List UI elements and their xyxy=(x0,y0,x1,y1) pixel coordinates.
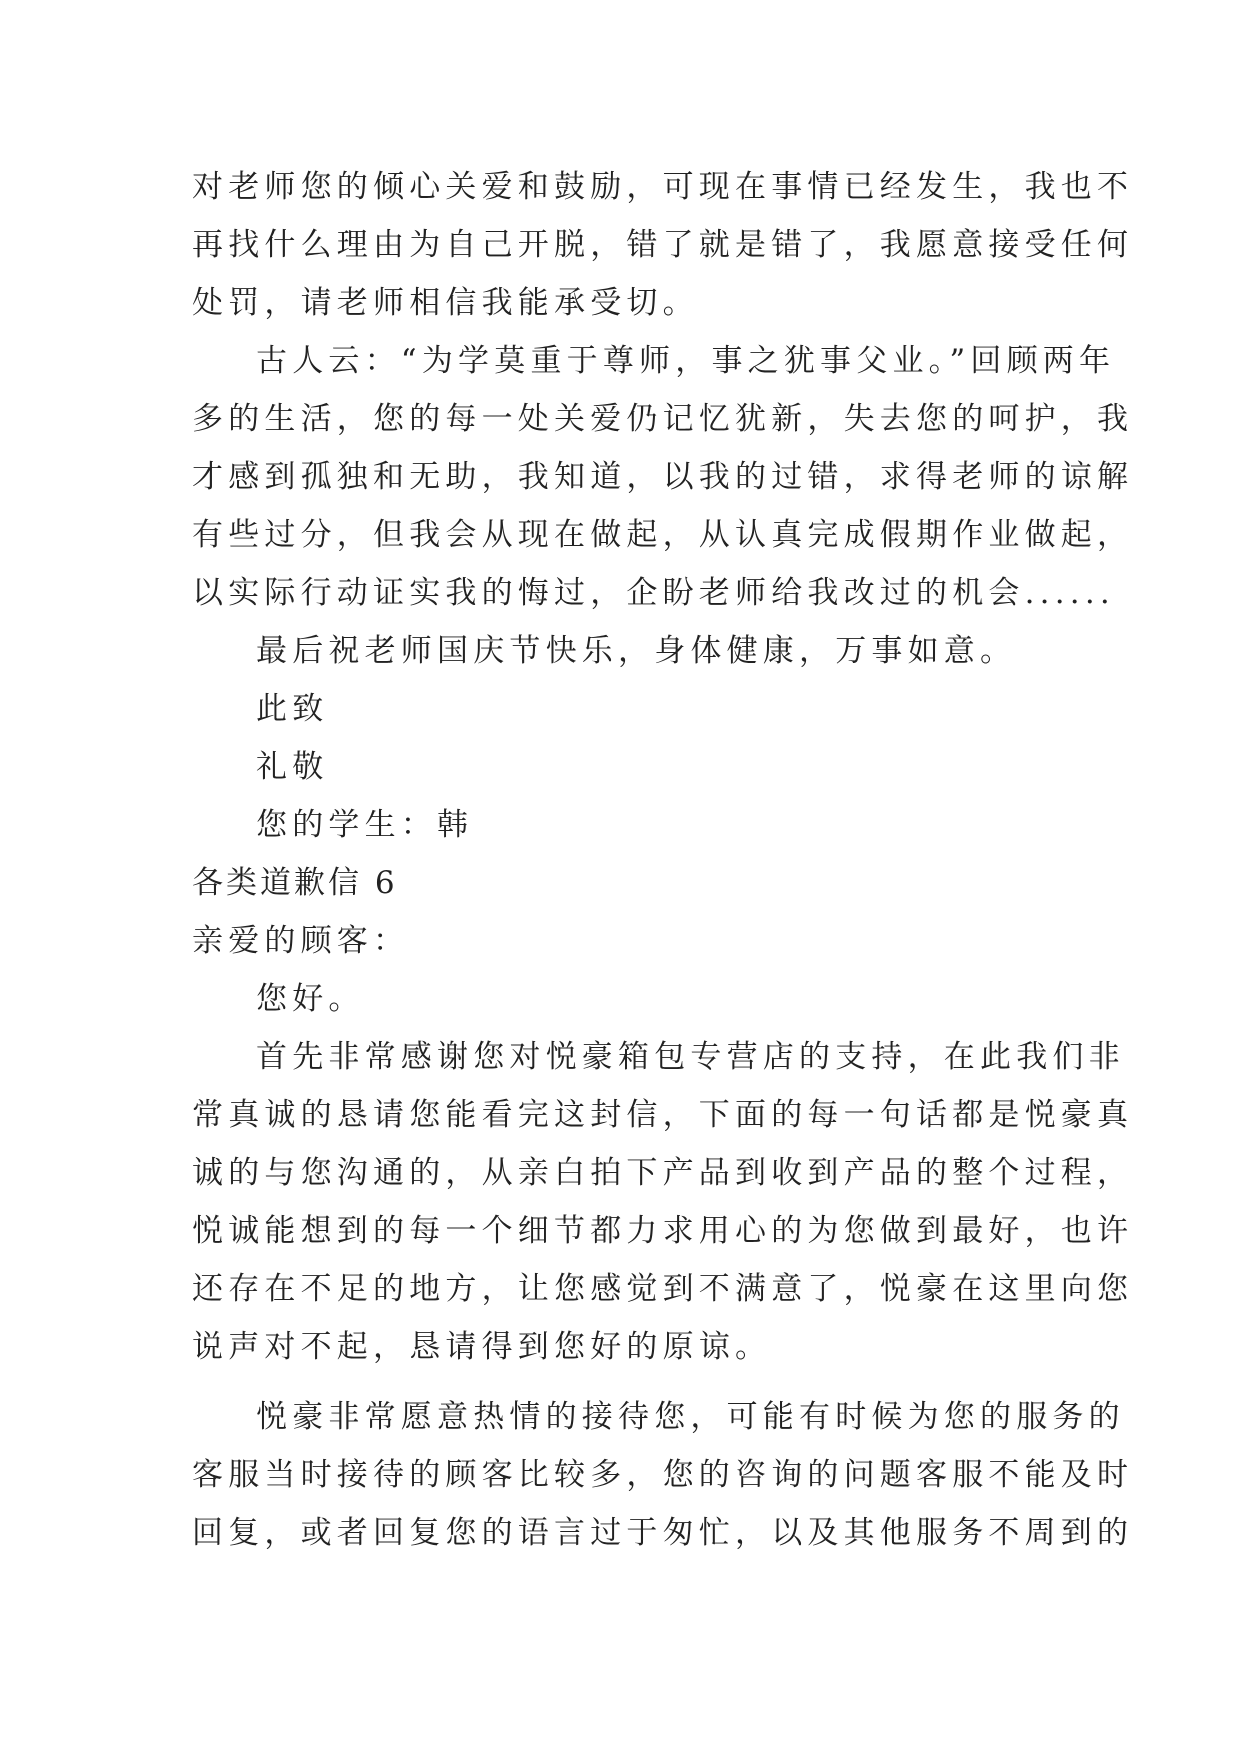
text-line: 客服当时接待的顾客比较多，您的咨询的问题客服不能及时 xyxy=(192,1457,1134,1493)
hello-line: 您好。 xyxy=(256,981,365,1017)
text-line: 多的生活，您的每一处关爱仍记忆犹新，失去您的呵护，我 xyxy=(192,401,1134,437)
text-line: 回复，或者回复您的语言过于匆忙，以及其他服务不周到的 xyxy=(192,1515,1134,1551)
closing-wish: 最后祝老师国庆节快乐，身体健康，万事如意。 xyxy=(256,633,1017,669)
text-line: 有些过分，但我会从现在做起，从认真完成假期作业做起， xyxy=(192,517,1134,553)
salutation-li-jing: 礼敬 xyxy=(256,749,329,785)
text-line: 再找什么理由为自己开脱，错了就是错了，我愿意接受任何 xyxy=(192,227,1134,263)
text-line: 常真诚的恳请您能看完这封信，下面的每一句话都是悦豪真 xyxy=(192,1097,1134,1133)
paragraph-apology-continued xyxy=(192,158,1134,332)
text-line: 古人云：“为学莫重于尊师，事之犹事父业。”回顾两年 xyxy=(256,343,1116,379)
signature: 您的学生：韩 xyxy=(256,807,474,843)
salutation-ci-zhi: 此致 xyxy=(256,691,329,727)
greeting: 亲爱的顾客： xyxy=(192,923,410,959)
text-line: 悦诚能想到的每一个细节都力求用心的为您做到最好，也许 xyxy=(192,1213,1134,1249)
paragraph-thanks xyxy=(192,1028,1134,1376)
paragraph-service xyxy=(192,1388,1134,1562)
paragraph-ancient-saying xyxy=(192,332,1134,622)
letter-body xyxy=(192,158,1134,1562)
text-line: 诚的与您沟通的，从亲白拍下产品到收到产品的整个过程， xyxy=(192,1155,1134,1191)
section-title: 各类道歉信 6 xyxy=(192,865,398,901)
text-line: 以实际行动证实我的悔过，企盼老师给我改过的机会...... xyxy=(192,575,1115,611)
text-line: 还存在不足的地方，让您感觉到不满意了，悦豪在这里向您 xyxy=(192,1271,1134,1307)
text-line: 处罚，请老师相信我能承受切。 xyxy=(192,285,699,321)
text-line: 对老师您的倾心关爱和鼓励，可现在事情已经发生，我也不 xyxy=(192,169,1134,205)
text-line: 说声对不起，恳请得到您好的原谅。 xyxy=(192,1329,772,1365)
text-line: 首先非常感谢您对悦豪箱包专营店的支持，在此我们非 xyxy=(256,1039,1125,1075)
text-line: 才感到孤独和无助，我知道，以我的过错，求得老师的谅解 xyxy=(192,459,1134,495)
text-line: 悦豪非常愿意热情的接待您，可能有时候为您的服务的 xyxy=(256,1399,1125,1435)
